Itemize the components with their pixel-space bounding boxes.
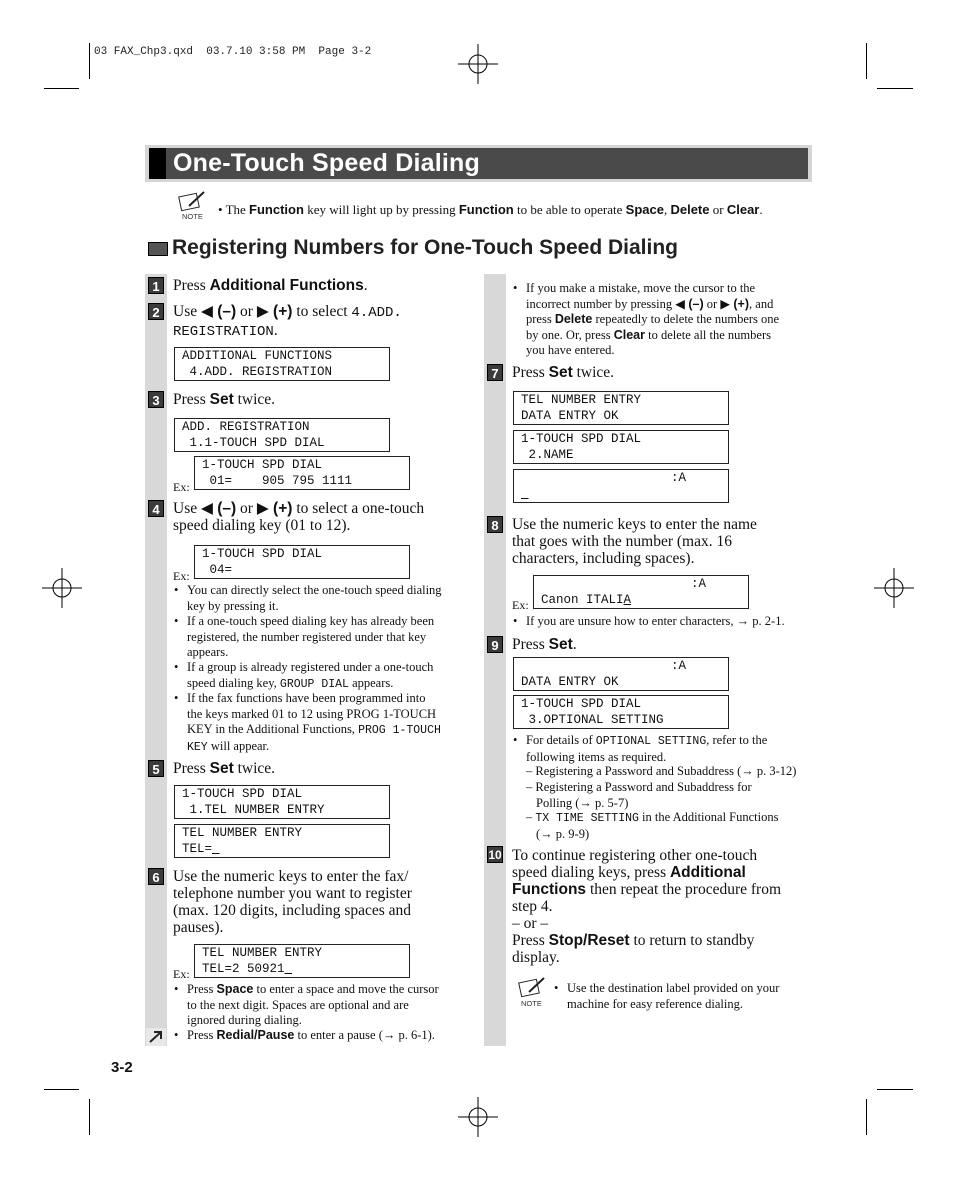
lcd-step-9a: :A DATA ENTRY OK [513, 657, 729, 691]
left-step-strip [145, 274, 167, 1046]
step-number-4: 4 [148, 500, 164, 517]
step-9-subitem-2: – Registering a Password and Subaddress for Polling (→ p. 5-7) [526, 780, 752, 810]
registration-mark-right [874, 568, 914, 608]
lcd-step-9b: 1-TOUCH SPD DIAL 3.OPTIONAL SETTING [513, 695, 729, 729]
lcd-step-2: ADDITIONAL FUNCTIONS 4.ADD. REGISTRATION [174, 347, 390, 381]
step-6-bullet-2: • Press Redial/Pause to enter a pause (→ p. 6-1). [174, 1028, 435, 1042]
lcd-step-8: :A Canon ITALIA [533, 575, 749, 609]
step-6-bullet-1: • Press Space to enter a space and move the cursor to the next digit. Spaces are optional and are ignored during dialing. [174, 982, 439, 1027]
step-9-text: Press Set. [512, 636, 577, 653]
print-slug: 03 FAX_Chp3.qxd 03.7.10 3:58 PM Page 3-2 [94, 46, 372, 58]
step-4-text: Use ◀ (–) or ▶ (+) to select a one-touch speed dialing key (01 to 12). [173, 500, 425, 534]
lcd-step-3a: ADD. REGISTRATION 1.1-TOUCH SPD DIAL [174, 418, 390, 452]
step-9-bullet: • For details of OPTIONAL SETTING, refer to the following items as required. [513, 733, 768, 764]
step-2-text: Use ◀ (–) or ▶ (+) to select 4.ADD. REGISTRATION. [173, 303, 402, 340]
registration-mark-top [458, 44, 498, 84]
top-note: • The Function key will light up by pressing Function to be able to operate Space, Delete or Clear. [218, 202, 763, 217]
title-band [145, 145, 812, 182]
note-label: NOTE [521, 999, 542, 1008]
page-title: One-Touch Speed Dialing [173, 149, 480, 177]
step-number-1: 1 [148, 277, 164, 294]
step-1-text: Press Additional Functions. [173, 277, 368, 294]
step-5-text: Press Set twice. [173, 760, 276, 777]
step-9-subitem-3: – TX TIME SETTING in the Additional Functions (→ p. 9-9) [526, 810, 779, 841]
step-3-text: Press Set twice. [173, 391, 276, 408]
example-label: Ex: [173, 569, 190, 583]
lcd-step-5a: 1-TOUCH SPD DIAL 1.TEL NUMBER ENTRY [174, 785, 390, 819]
lcd-step-7a: TEL NUMBER ENTRY DATA ENTRY OK [513, 391, 729, 425]
step-10-text: To continue registering other one-touch speed dialing keys, press Additional Functions then repeat the procedure from step 4. – or – Press Stop/Reset to return to standby display. [512, 847, 782, 966]
step-number-9: 9 [487, 636, 503, 653]
step-9-subitem-1: – Registering a Password and Subaddress (→ p. 3-12) [526, 764, 797, 778]
example-label: Ex: [512, 598, 529, 612]
right-step-strip [484, 274, 506, 1046]
lcd-step-5b: TEL NUMBER ENTRY TEL= [174, 824, 390, 858]
section-heading: Registering Numbers for One-Touch Speed Dialing [172, 236, 678, 259]
step-4-bullet-1: • You can directly select the one-touch speed dialing key by pressing it. [174, 583, 442, 613]
step-number-5: 5 [148, 760, 164, 777]
registration-mark-left [42, 568, 82, 608]
example-label: Ex: [173, 967, 190, 981]
step-8-text: Use the numeric keys to enter the name that goes with the number (max. 16 characters, including spaces). [512, 516, 757, 567]
bottom-note: • Use the destination label provided on your machine for easy reference dialing. [554, 981, 780, 1011]
step-4-bullet-3: • If a group is already registered under a one-touch speed dialing key, GROUP DIAL appears. [174, 660, 434, 691]
step-number-7: 7 [487, 364, 503, 381]
registration-mark-bottom [458, 1097, 498, 1137]
step-6-text: Use the numeric keys to enter the fax/ telephone number you want to register (max. 120 digits, including spaces and pauses). [173, 868, 412, 936]
lcd-step-7c: :A [513, 469, 729, 503]
step-number-8: 8 [487, 516, 503, 533]
step-number-10: 10 [488, 848, 502, 862]
note-label: NOTE [182, 212, 203, 221]
lcd-step-7b: 1-TOUCH SPD DIAL 2.NAME [513, 430, 729, 464]
lcd-step-4: 1-TOUCH SPD DIAL 04= [194, 545, 410, 579]
step-number-6: 6 [148, 868, 164, 885]
note-pencil-icon [517, 976, 547, 998]
step-number-2: 2 [148, 303, 164, 320]
step-4-bullet-2: • If a one-touch speed dialing key has already been registered, the number registered under that key appears. [174, 614, 435, 659]
step-4-bullet-4: • If the fax functions have been programmed into the keys marked 01 to 12 using PROG 1-TOUCH KEY in the Additional Functions, PROG 1-TOUCH KEY will appear. [174, 691, 441, 754]
mistake-bullet: • If you make a mistake, move the cursor to the incorrect number by pressing ◀ (–) or ▶ (+), and press Delete repeatedly to delete the numbers one by one. Or, press Clear to delete all the numbers you have entered. [513, 281, 780, 357]
section-heading-icon [148, 242, 168, 256]
lcd-step-3b: 1-TOUCH SPD DIAL 01= 905 795 1111 [194, 456, 410, 490]
step-8-bullet: • If you are unsure how to enter characters, → p. 2-1. [513, 614, 785, 628]
continued-arrow-icon [146, 1028, 166, 1046]
lcd-step-6: TEL NUMBER ENTRY TEL=2 50921 [194, 944, 410, 978]
example-label: Ex: [173, 480, 190, 494]
step-number-3: 3 [148, 391, 164, 408]
step-7-text: Press Set twice. [512, 364, 615, 381]
page-number: 3-2 [111, 1059, 133, 1076]
note-pencil-icon [177, 190, 207, 212]
